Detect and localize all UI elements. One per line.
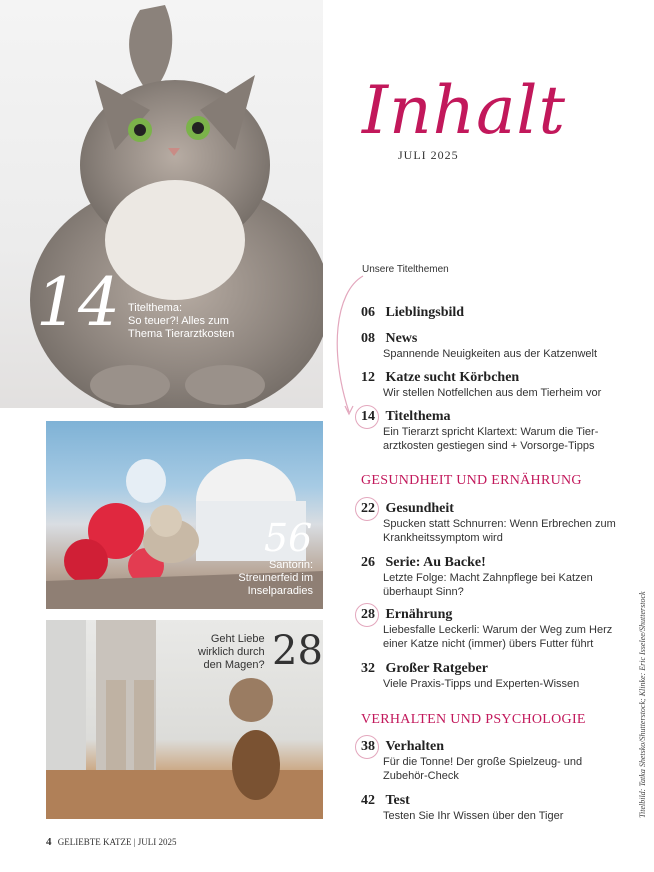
toc-entry[interactable] xyxy=(361,737,631,783)
toc-title: Lieblingsbild xyxy=(385,305,465,320)
toc-page-number: 14 xyxy=(361,409,375,424)
toc-description: Viele Praxis-Tipps und Experten-Wissen xyxy=(383,678,580,690)
feature-label[interactable]: Geht Liebe wirklich durch den Magen? xyxy=(198,633,265,671)
toc-page-number: 08 xyxy=(361,331,375,346)
footer xyxy=(46,836,177,848)
photo-credit: Titelbild: Tatka Shetsko/Shutterstock; Klinke: Eric Isselee/Shutterstock xyxy=(638,591,647,818)
toc-entry[interactable] xyxy=(361,499,631,545)
toc-title: Test xyxy=(385,793,410,808)
section-heading: GESUNDHEIT UND ERNÄHRUNG xyxy=(361,473,582,488)
santorini-photo xyxy=(46,421,323,609)
feature-label[interactable]: Santorin: Streunerfeid im Inselparadies xyxy=(238,559,313,597)
toc-title: Verhalten xyxy=(385,739,445,754)
cover-cat-photo xyxy=(0,0,323,408)
toc-title: News xyxy=(385,331,418,346)
toc-title: Ernährung xyxy=(385,607,453,622)
toc-description: Spucken statt Schnurren: Wenn Erbrechen zum Krankheitssymptom wird xyxy=(383,518,616,544)
toc-page-number: 28 xyxy=(361,607,375,622)
toc-entry[interactable] xyxy=(361,605,631,651)
feature-label[interactable]: Titelthema: So teuer?! Alles zum Thema Tierarztkosten xyxy=(128,302,235,340)
section-heading: VERHALTEN UND PSYCHOLOGIE xyxy=(361,712,586,727)
toc-title: Gesundheit xyxy=(385,501,454,516)
toc-intro: Unsere Titelthemen xyxy=(362,264,449,275)
toc-description: Für die Tonne! Der große Spielzeug- und Zubehör-Check xyxy=(383,756,583,782)
toc-description: Wir stellen Notfellchen aus dem Tierheim vor xyxy=(383,387,602,399)
toc-entry[interactable] xyxy=(361,303,631,321)
magazine-info: GELIEBTE KATZE | JULI 2025 xyxy=(57,837,177,847)
toc-page-number: 22 xyxy=(361,501,375,516)
toc-entry[interactable] xyxy=(361,329,631,361)
toc-page-number: 06 xyxy=(361,305,375,320)
toc-entry[interactable] xyxy=(361,659,631,691)
kitchen-photo xyxy=(46,620,323,819)
toc-title: Katze sucht Körbchen xyxy=(385,370,520,385)
toc-description: Liebesfalle Leckerli: Warum der Weg zum Herz einer Katze nicht (immer) übers Futter führt xyxy=(383,624,613,650)
cat-illustration xyxy=(0,0,323,408)
toc-page-number: 32 xyxy=(361,661,375,676)
toc-entry[interactable] xyxy=(361,368,631,400)
feature-number: 14 xyxy=(36,264,120,341)
toc-entry[interactable] xyxy=(361,553,631,599)
issue-date: JULI 2025 xyxy=(398,148,459,162)
toc-title: Serie: Au Backe! xyxy=(385,555,486,570)
page-number: 4 xyxy=(46,836,52,848)
toc-description: Letzte Folge: Macht Zahnpflege bei Katzen überhaupt Sinn? xyxy=(383,572,593,598)
arrow-icon xyxy=(325,272,365,422)
toc-title: Großer Ratgeber xyxy=(385,661,488,676)
feature-number: 28 xyxy=(272,628,323,674)
toc-description: Ein Tierarzt spricht Klartext: Warum die Tier- arztkosten gestiegen sind + Vorsorge-Tipps xyxy=(383,426,599,452)
toc-page-number: 26 xyxy=(361,555,375,570)
toc-page-number: 42 xyxy=(361,793,375,808)
toc-page-number: 38 xyxy=(361,739,375,754)
toc-description: Spannende Neuigkeiten aus der Katzenwelt xyxy=(383,348,598,360)
toc-title: Titelthema xyxy=(385,409,451,424)
toc-description: Testen Sie Ihr Wissen über den Tiger xyxy=(383,810,564,822)
feature-number: 56 xyxy=(264,516,313,560)
toc-entry[interactable] xyxy=(361,407,631,453)
toc-entry[interactable] xyxy=(361,791,631,823)
toc-page-number: 12 xyxy=(361,370,375,385)
page-title: Inhalt xyxy=(362,72,567,149)
